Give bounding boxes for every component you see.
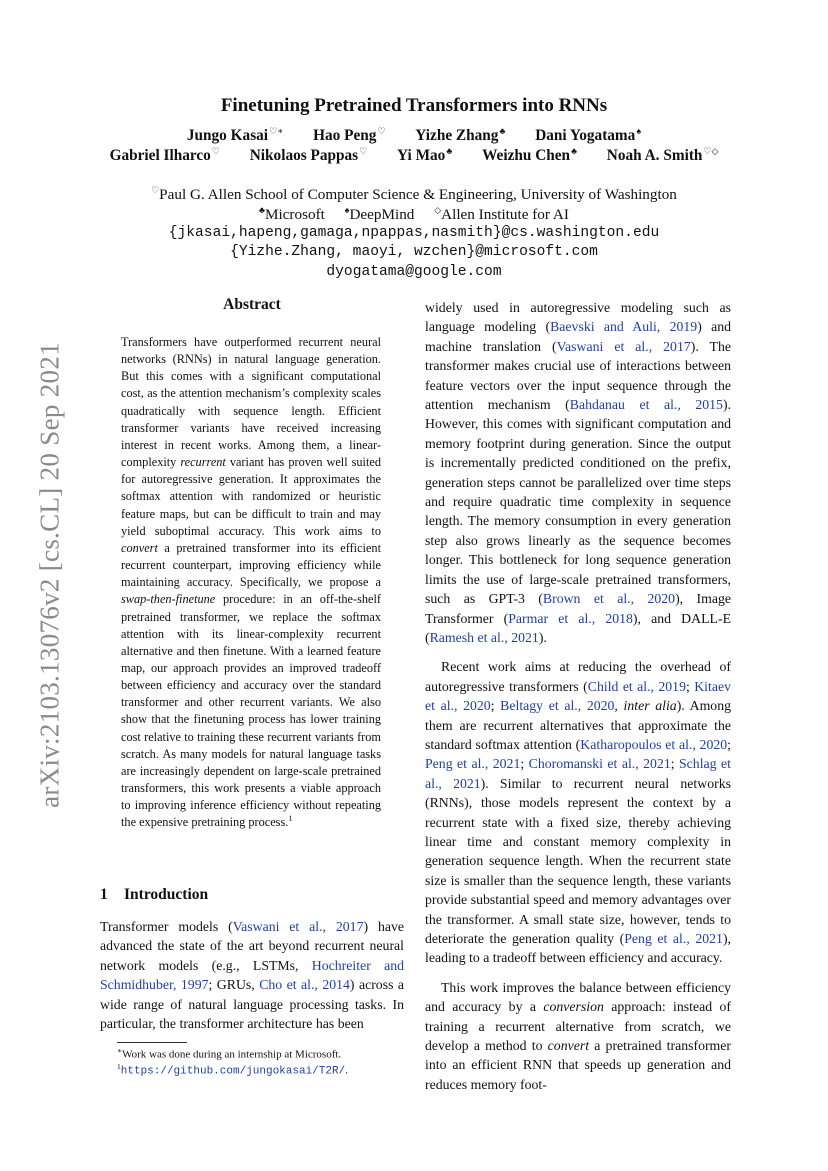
paragraph: This work improves the balance between efficiency and accuracy by a conversion approach: instead of training a recurrent alternative from scratch, we develop a method to convert a pretrained transformer into an efficient RNN that speeds up generation and reduces memory foot- — [425, 979, 732, 1092]
affiliation-uw: ♡Paul G. Allen School of Computer Science & Engineering, University of Washington — [151, 185, 677, 204]
code-url-link[interactable]: https://github.com/jungokasai/T2R/ — [120, 1065, 346, 1078]
author: Hao Peng♡ — [313, 126, 386, 145]
citation-link[interactable]: Cho et al., 2014 — [259, 977, 350, 993]
author-list-row-2 — [0, 146, 828, 165]
footnote-code-url: $^1$https://github.com/jungokasai/T2R/. — [117, 1062, 348, 1078]
affiliation-deepmind: ♠DeepMind — [344, 205, 415, 224]
footnote-marker: 1 — [288, 814, 293, 824]
abstract-heading: Abstract — [223, 296, 281, 313]
author: Noah A. Smith♡◇ — [606, 146, 719, 165]
author: Yizhe Zhang♣ — [415, 126, 506, 145]
paragraph: Recent work aims at reducing the overhead of autoregressive transformers (Child et al., 2019; Kitaev et al., 2020; Beltagy et al., 2020, inter alia). Among them are recurrent alternatives that approximate the standard softmax attention (Katharopoulos et al., 2020; Peng et al., 2021; Choromanski et al., 2021; Schlag et al., 2021). Similar to recurrent neural networks (RNNs), those models represent the context by a recurrent state with a fixed size, thereby achieving linear time and constant memory complexity in generation sequence length. When the recurrent state size is smaller than the sequence length, these variants provide substantial speed and memory advantages over the transformer. A small state size, however, tends to deteriorate the generation quality (Peng et al., 2021), leading to a tradeoff between efficiency and accuracy. — [425, 659, 731, 966]
email-line: {jkasai,hapeng,gamaga,npappas,nasmith}@cs.washington.edu — [168, 225, 660, 241]
author: Dani Yogatama♠ — [535, 126, 642, 145]
arxiv-identifier: arXiv:2103.13076v2 [cs.CL] 20 Sep 2021 — [34, 342, 65, 808]
author: Gabriel Ilharco♡ — [109, 146, 220, 165]
affiliation-row-2 — [0, 205, 828, 224]
affiliation-ai2: ◇Allen Institute for AI — [434, 205, 569, 224]
paper-title: Finetuning Pretrained Transformers into RNNs — [220, 95, 608, 116]
citation-link[interactable]: Hochreiter and Schmidhuber, 1997 — [100, 957, 404, 993]
intro-paragraph: Transformer models (Vaswani et al., 2017) have advanced the state of the art beyond recurrent neural network models (e.g., LSTMs, Hochreiter and Schmidhuber, 1997; GRUs, Cho et al., 2014) across a wide range of natural language processing tasks. In particular, the transformer architecture has been — [100, 919, 405, 1032]
citation-link[interactable]: Baevski and Auli, 2019 — [550, 319, 698, 335]
author: Weizhu Chen♣ — [482, 146, 577, 165]
email-line: {Yizhe.Zhang, maoyi, wzchen}@microsoft.com — [230, 244, 598, 260]
citation-link[interactable]: Peng et al., 2021 — [425, 756, 521, 772]
citation-link[interactable]: Beltagy et al., 2020 — [500, 698, 615, 714]
footnote-internship: ∗Work was done during an internship at Microsoft. — [117, 1046, 342, 1061]
right-column — [425, 298, 731, 1104]
footnote-divider — [117, 1042, 187, 1043]
citation-link[interactable]: Bahdanau et al., 2015 — [569, 397, 723, 413]
paragraph: widely used in autoregressive modeling such as language modeling (Baevski and Auli, 2019) and machine translation (Vaswani et al., 2017). The transformer makes crucial use of interactions between feature vectors over the input sequence through the attention mechanism (Bahdanau et al., 2015). However, this comes with significant computation and memory footprint during generation. Since the output is incrementally predicted conditioned on the prefix, generation steps cannot be parallelized over time steps and require quadratic time complexity in sequence length. The memory consumption in every generation step also grows linearly as the sequence becomes longer. This bottleneck for long sequence generation limits the use of large-scale pretrained transformers, such as GPT-3 (Brown et al., 2020), Image Transformer (Parmar et al., 2018), and DALL-E (Ramesh et al., 2021). — [425, 300, 732, 645]
citation-link[interactable]: Kitaev et al., 2020 — [425, 678, 731, 714]
citation-link[interactable]: Vaswani et al., 2017 — [232, 919, 364, 934]
abstract-text: Transformers have outperformed recurrent neural networks (RNNs) in natural language generation. But this comes with a significant computational cost, as the attention mechanism’s complexity scales quadratically with sequence length. Efficient transformer variants have received increasing interest in recent works. Among them, a linear-complexity recurrent variant has proven well suited for autoregressive generation. It approximates the softmax attention with randomized or heuristic feature maps, but can be difficult to train and may yield suboptimal accuracy. This work aims to convert a pretrained transformer into its efficient recurrent counterpart, improving efficiency while maintaining accuracy. Specifically, we propose a swap-then-finetune procedure: in an off-the-shelf pretrained transformer, we replace the softmax attention with its linear-complexity recurrent alternative and then finetune. With a learned feature map, our approach provides an improved tradeoff between efficiency and accuracy over the standard transformer and other recurrent variants. We also show that the finetuning process has lower training cost relative to training these recurrent variants from scratch. As many models for natural language tasks are increasingly dependent on large-scale pretrained transformers, this work presents a viable approach to improving inference efficiency without repeating the expensive pretraining process.$^1$ — [121, 335, 381, 830]
author: Yi Mao♣ — [397, 146, 453, 165]
author-list-row-1 — [0, 126, 828, 145]
citation-link[interactable]: Vaswani et al., 2017 — [556, 338, 691, 354]
citation-link[interactable]: Brown et al., 2020 — [542, 591, 676, 607]
citation-link[interactable]: Ramesh et al., 2021 — [429, 629, 539, 645]
author: Jungo Kasai♡∗ — [186, 126, 284, 145]
citation-link[interactable]: Child et al., 2019 — [587, 678, 686, 694]
citation-link[interactable]: Katharopoulos et al., 2020 — [580, 736, 728, 752]
affiliation-microsoft: ♣Microsoft — [259, 205, 325, 224]
citation-link[interactable]: Parmar et al., 2018 — [508, 610, 633, 626]
email-line: dyogatama@google.com — [326, 264, 502, 280]
citation-link[interactable]: Peng et al., 2021 — [624, 931, 723, 946]
citation-link[interactable]: Schlag et al., 2021 — [425, 756, 731, 791]
citation-link[interactable]: Choromanski et al., 2021 — [528, 756, 671, 772]
section-heading-introduction: 1 Introduction — [100, 886, 209, 903]
author: Nikolaos Pappas♡ — [249, 146, 368, 165]
